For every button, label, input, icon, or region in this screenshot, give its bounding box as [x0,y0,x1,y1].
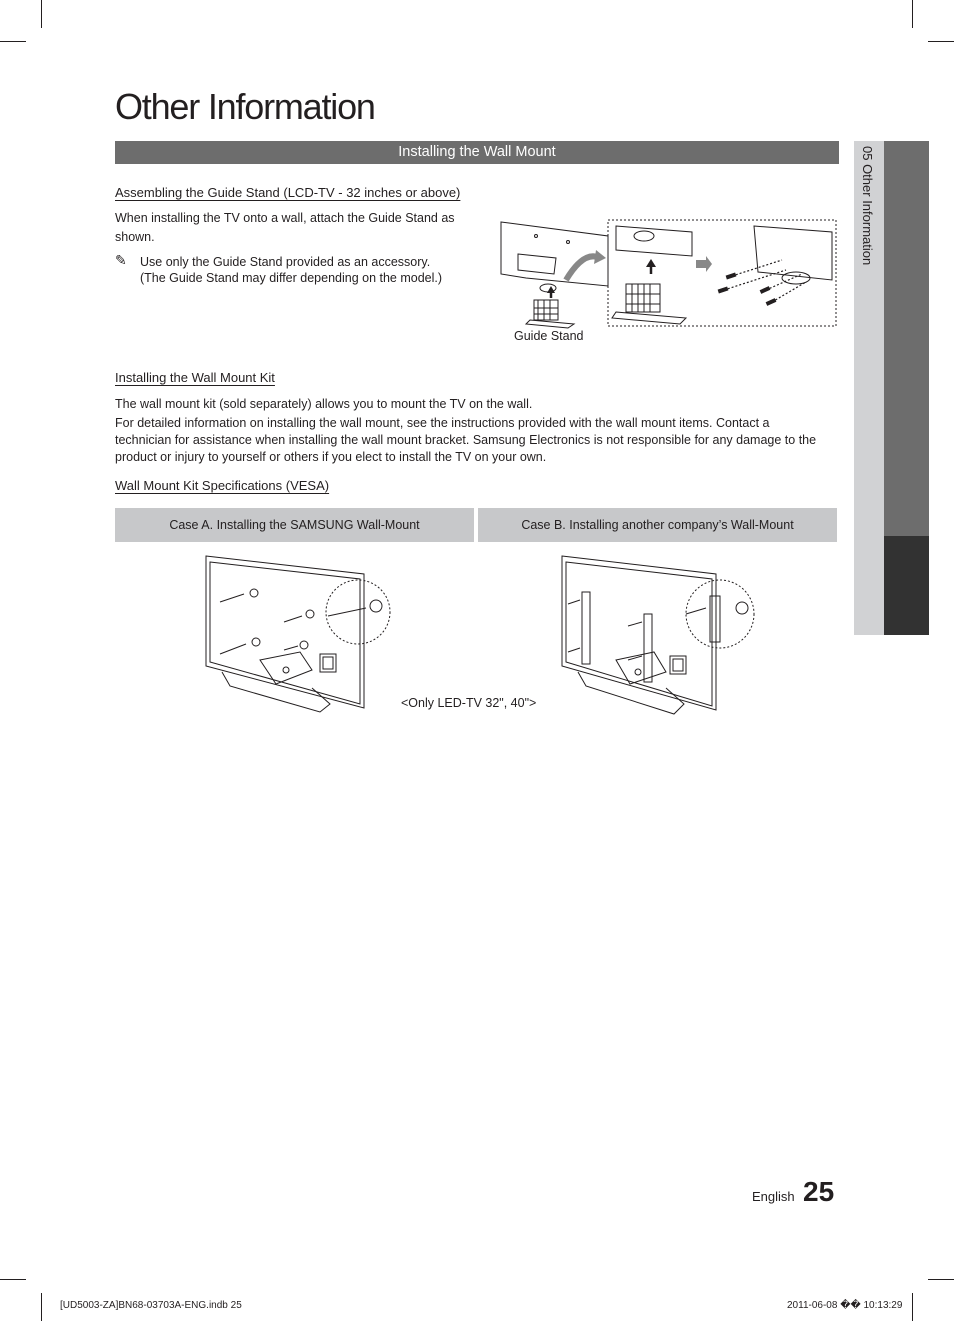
footer-language: English [752,1189,795,1204]
print-slug-date: 2011-06-08 �� 10:13:29 [787,1300,903,1311]
crop-mark [912,0,913,28]
guide-stand-text-2: shown. [115,230,155,244]
chapter-tab-label: 05 Other Information [860,146,875,266]
crop-mark [928,1279,954,1280]
guide-stand-text-1: When installing the TV onto a wall, attach the Guide Stand as [115,211,455,225]
crop-mark [0,41,26,42]
guide-stand-label: Guide Stand [514,329,584,343]
crop-mark [928,41,954,42]
crop-mark [0,1279,26,1280]
chapter-tab-band [884,141,929,536]
guide-stand-illustration [496,214,838,332]
wall-mount-kit-heading: Installing the Wall Mount Kit [115,370,275,385]
crop-mark [912,1293,913,1321]
wall-mount-kit-para-2-line-3: product or injury to yourself or others if you elect to install the TV on your own. [115,450,547,464]
case-b-illustration [556,552,760,718]
vesa-heading: Wall Mount Kit Specifications (VESA) [115,478,330,493]
crop-mark [41,1293,42,1321]
chapter-tab-marker [884,536,929,635]
wall-mount-kit-para-2-line-2: technician for assistance when installing the wall mount bracket. Samsung Electronics is not responsible for any damage to the [115,433,817,447]
case-a-illustration [200,552,396,718]
crop-mark [41,0,42,28]
guide-stand-note-1: Use only the Guide Stand provided as an accessory. [140,255,431,269]
case-b-header: Case B. Installing another company’s Wall-Mount [478,508,837,542]
pencil-note-icon: ✎ [115,252,127,268]
vesa-caption: <Only LED-TV 32", 40"> [401,696,537,710]
page-number: 25 [803,1176,835,1207]
section-header: Installing the Wall Mount [115,141,839,164]
guide-stand-note-2: (The Guide Stand may differ depending on the model.) [140,271,443,285]
case-a-header: Case A. Installing the SAMSUNG Wall-Mount [115,508,474,542]
print-slug-file: [UD5003-ZA]BN68-03703A-ENG.indb 25 [60,1300,242,1311]
wall-mount-kit-para-2-line-1: For detailed information on installing the wall mount, see the instructions provided with the wall mount items. Contact a [115,416,770,430]
guide-stand-heading: Assembling the Guide Stand (LCD-TV - 32 inches or above) [115,185,461,200]
wall-mount-kit-para-1: The wall mount kit (sold separately) allows you to mount the TV on the wall. [115,397,533,411]
page-title: Other Information [115,86,375,127]
